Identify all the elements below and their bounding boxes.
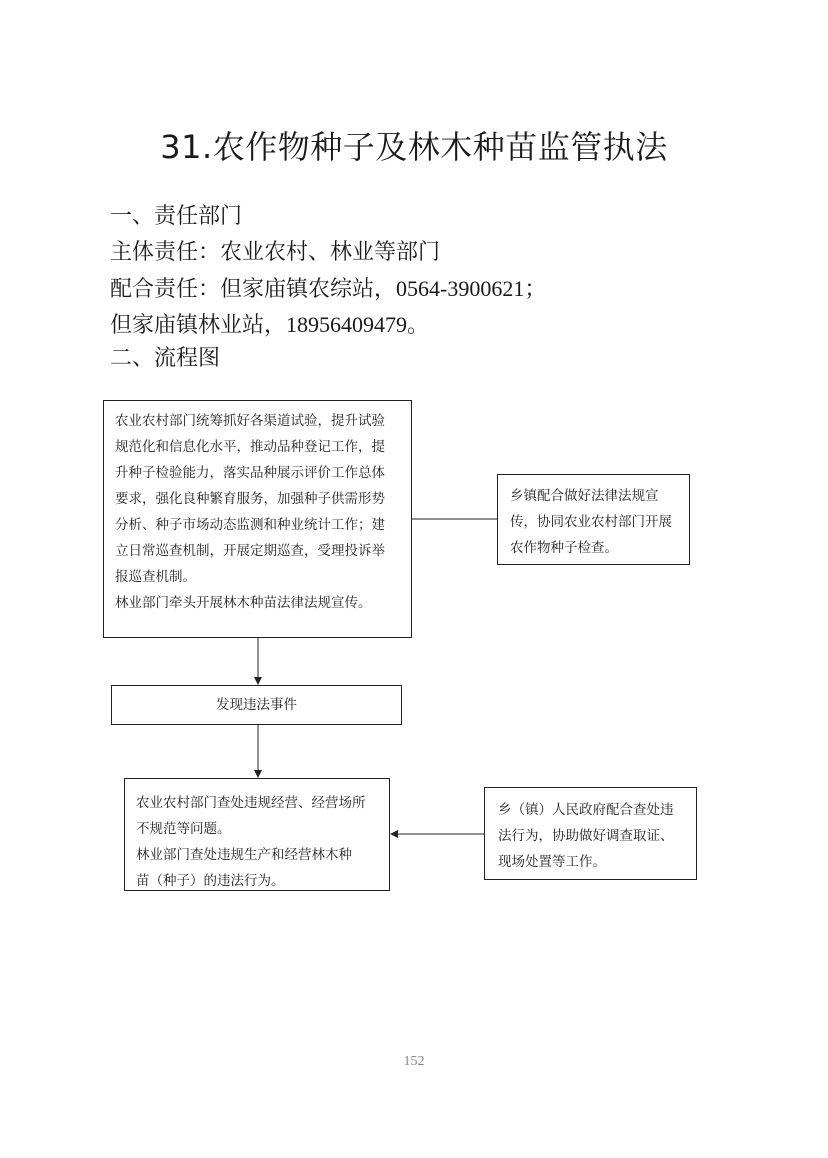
box5-line: 现场处置等工作。 xyxy=(498,854,606,870)
box1-line: 报巡查机制。 xyxy=(115,569,196,585)
box4-line: 不规范等问题。 xyxy=(136,821,231,837)
box5-line: 乡（镇）人民政府配合查处违 xyxy=(498,802,674,818)
flowchart-box-discover-violation: 发现违法事件 xyxy=(111,685,402,725)
flowchart-box-township-government xyxy=(484,787,697,880)
box5-line: 法行为，协助做好调查取证、 xyxy=(498,828,674,844)
box1-line: 分析、种子市场动态监测和种业统计工作；建 xyxy=(115,517,385,533)
cooperating-phone-1: 0564-3900621； xyxy=(396,276,547,301)
box2-line: 传，协同农业农村部门开展 xyxy=(510,514,672,530)
cooperating-responsibility-text: 配合责任：但家庙镇农综站， xyxy=(110,277,397,302)
box2-line: 乡镇配合做好法律法规宣 xyxy=(510,488,659,504)
flowchart-box-township-cooperation xyxy=(497,474,690,565)
flowchart-box-department-duties xyxy=(103,400,412,638)
primary-responsibility: 主体责任：农业农村、林业等部门 xyxy=(110,240,441,265)
page-number: 152 xyxy=(403,1054,425,1069)
box2-line: 农作物种子检查。 xyxy=(510,540,618,556)
forestry-station-text: 但家庙镇林业站， xyxy=(110,313,287,338)
box1-line: 立日常巡查机制，开展定期巡查，受理投诉举 xyxy=(115,543,385,559)
box1-line: 农业农村部门统筹抓好各渠道试验，提升试验 xyxy=(115,413,385,429)
box1-line: 升种子检验能力，落实品种展示评价工作总体 xyxy=(115,465,385,481)
box4-line: 农业农村部门查处违规经营、经营场所 xyxy=(136,795,366,811)
flowchart-box-investigation xyxy=(124,778,390,891)
box1-line: 林业部门牵头开展林木种苗法律法规宣传。 xyxy=(115,595,372,611)
box1-line: 规范化和信息化水平，推动品种登记工作，提 xyxy=(115,439,385,455)
forestry-station xyxy=(110,310,429,341)
document-title: 31.农作物种子及林木种苗监管执法 xyxy=(160,128,668,166)
cooperating-phone-2: 18956409479。 xyxy=(286,312,430,337)
box4-line: 林业部门查处违规生产和经营林木种 xyxy=(136,847,352,863)
section1-heading: 一、责任部门 xyxy=(110,204,243,229)
box4-line: 苗（种子）的违法行为。 xyxy=(136,873,285,889)
section2-heading: 二、流程图 xyxy=(110,346,221,371)
cooperating-responsibility xyxy=(110,274,546,305)
box1-line: 要求，强化良种繁育服务，加强种子供需形势 xyxy=(115,491,385,507)
